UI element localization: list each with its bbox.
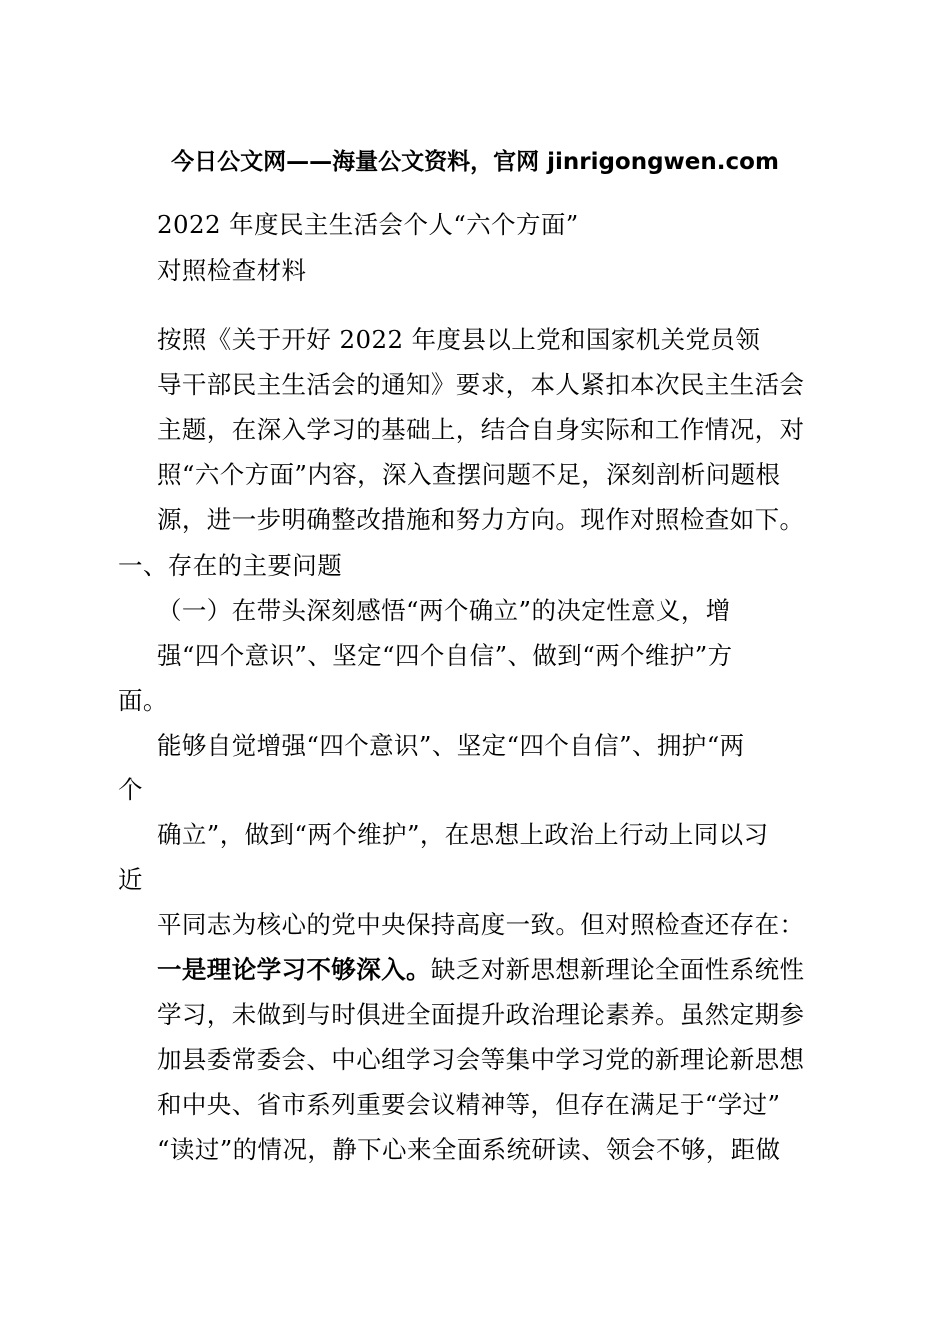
- point-1-line: “读过”的情况，静下心来全面系统研读、领会不够，距做: [157, 1135, 781, 1164]
- point-1-line: 和中央、省市系列重要会议精神等，但存在满足于“学过”: [157, 1090, 781, 1119]
- intro-line: 源，进一步明确整改措施和努力方向。现作对照检查如下。: [157, 505, 805, 534]
- body-line: 能够自觉增强“四个意识”、坚定“四个自信”、拥护“两: [157, 731, 745, 760]
- section-heading: 一、存在的主要问题: [118, 551, 343, 580]
- point-1-text: 缺乏对新思想新理论全面性系统性: [430, 955, 805, 984]
- body-line: 近: [118, 865, 143, 894]
- document-title-line-2: 对照检查材料: [157, 256, 307, 285]
- body-line: 确立”，做到“两个维护”，在思想上政治上行动上同以习: [157, 820, 769, 849]
- document-title-line-1: 2022 年度民主生活会个人“六个方面”: [157, 210, 579, 239]
- subsection-heading-line: （一）在带头深刻感悟“两个确立”的决定性意义，增: [157, 596, 731, 625]
- subsection-heading-line: 面。: [118, 686, 168, 715]
- body-line: 个: [118, 775, 143, 804]
- intro-line: 按照《关于开好 2022 年度县以上党和国家机关党员领: [157, 325, 761, 354]
- intro-line: 照“六个方面”内容，深入查摆问题不足，深刻剖析问题根: [157, 460, 781, 489]
- point-1-label: 一是理论学习不够深入。: [157, 955, 431, 984]
- point-1-line: 加县委常委会、中心组学习会等集中学习党的新理论新思想: [157, 1045, 805, 1074]
- intro-line: 导干部民主生活会的通知》要求，本人紧扣本次民主生活会: [157, 370, 805, 399]
- intro-line: 主题，在深入学习的基础上，结合自身实际和工作情况，对: [157, 415, 805, 444]
- point-1-line: 学习，未做到与时俱进全面提升政治理论素养。虽然定期参: [157, 1000, 805, 1029]
- body-line: 平同志为核心的党中央保持高度一致。但对照检查还存在：: [157, 910, 805, 939]
- point-1-line: [157, 952, 877, 988]
- subsection-heading-line: 强“四个意识”、坚定“四个自信”、做到“两个维护”方: [157, 641, 733, 670]
- site-banner: 今日公文网——海量公文资料，官网 jinrigongwen.com: [171, 149, 779, 175]
